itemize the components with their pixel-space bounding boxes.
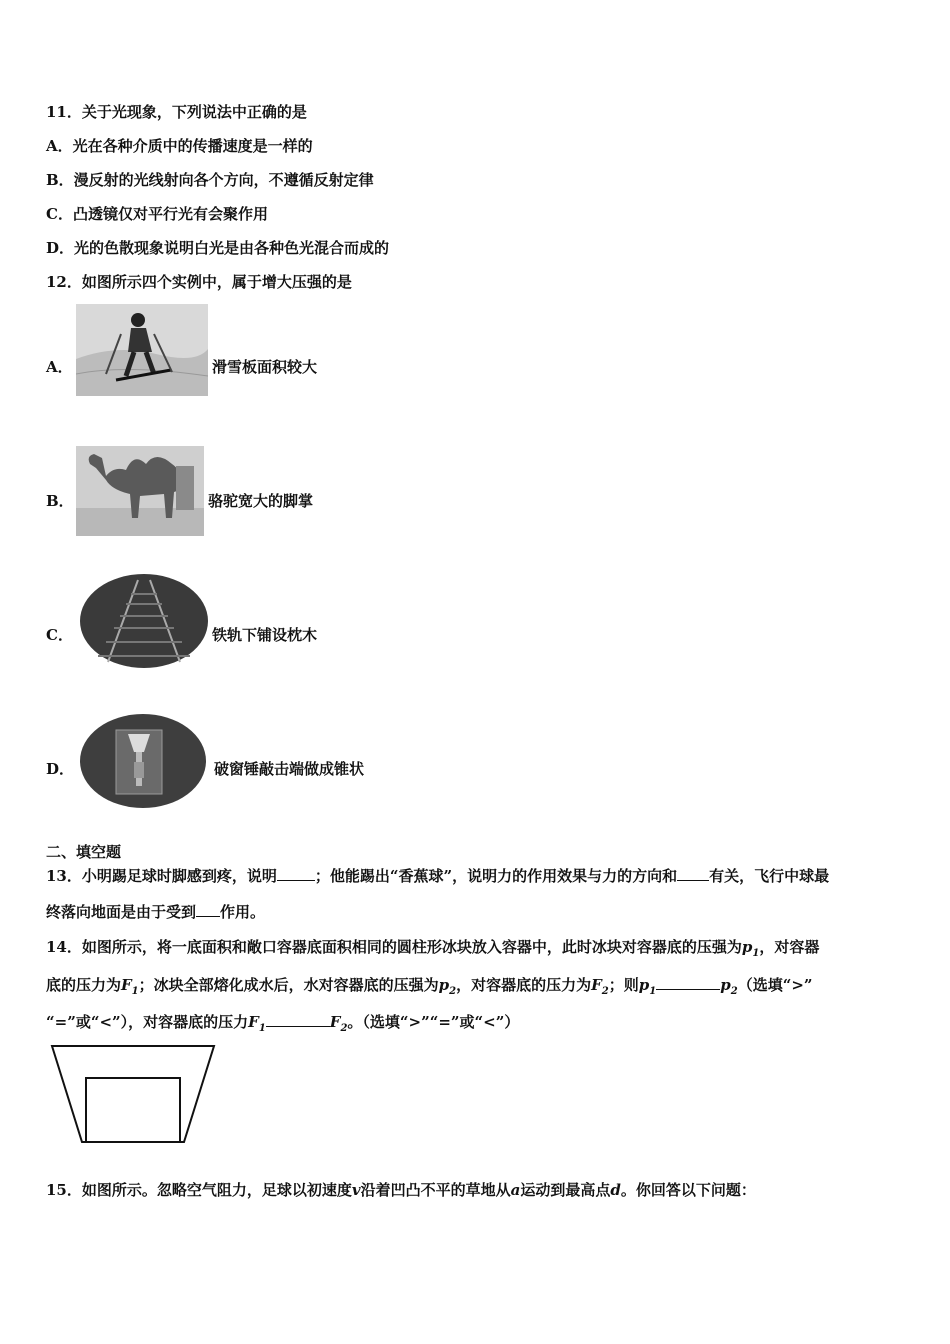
q13-text-3: 有关，飞行中球最 xyxy=(709,867,830,885)
railway-photo-icon xyxy=(78,572,210,670)
q14-text-2b: ；冰块全部熔化成水后，水对容器底的压强为 xyxy=(138,976,439,994)
q14-text-1: 14．如图所示，将一底面积和敞口容器底面积相同的圆柱形冰块放入容器中，此时冰块对容器底的压强为 xyxy=(46,938,742,956)
q12-option-b-letter: B． xyxy=(46,492,74,510)
q14-text-2e: （选填“>” xyxy=(737,976,813,994)
q14-text-1-end: ，对容器 xyxy=(759,938,820,956)
q12-option-a-letter: A． xyxy=(46,358,73,376)
q14-symbol-F1: $F_1$ xyxy=(121,976,139,997)
q12-stem: 12．如图所示四个实例中，属于增大压强的是 xyxy=(46,273,352,291)
q15-text-c: 运动到最高点 xyxy=(520,1181,611,1199)
q14-blank-1[interactable] xyxy=(656,975,720,990)
q13-text-1: 13．小明踢足球时脚感到疼，说明 xyxy=(46,867,277,885)
q12-option-a-caption: 滑雪板面积较大 xyxy=(212,358,318,376)
q15-text-a: 15．如图所示。忽略空气阻力，足球以初速度 xyxy=(46,1181,352,1199)
q11-stem: 11．关于光现象，下列说法中正确的是 xyxy=(46,103,307,121)
skier-photo-icon xyxy=(76,304,208,396)
q12-option-c-letter: C． xyxy=(46,626,73,644)
q13-blank-1[interactable] xyxy=(277,866,315,881)
q11-option-a: A．光在各种介质中的传播速度是一样的 xyxy=(46,137,313,155)
container-ice-diagram xyxy=(48,1042,218,1148)
q14-text-2c: ，对容器底的压力为 xyxy=(456,976,592,994)
camel-photo-icon xyxy=(76,446,204,536)
q14-text-2a: 底的压力为 xyxy=(46,976,122,994)
q14-symbol-F2: $F_2$ xyxy=(591,976,609,997)
q11-option-b: B．漫反射的光线射向各个方向，不遵循反射定律 xyxy=(46,171,374,189)
q13-text-5: 作用。 xyxy=(220,903,266,921)
q12-option-d-letter: D． xyxy=(46,760,75,778)
hammer-photo-icon xyxy=(78,712,208,810)
q13-line2 xyxy=(46,902,265,922)
q12-option-b-caption: 骆驼宽大的脚掌 xyxy=(208,492,314,510)
q13-blank-3[interactable] xyxy=(196,902,220,917)
q14-line1 xyxy=(46,937,819,964)
q12-option-c-caption: 铁轨下铺设枕木 xyxy=(212,626,318,644)
q13-blank-2[interactable] xyxy=(677,866,709,881)
q15-point-a: a xyxy=(510,1181,521,1199)
q11-option-d: D．光的色散现象说明白光是由各种色光混合而成的 xyxy=(46,239,390,257)
q11-option-c: C．凸透镜仅对平行光有会聚作用 xyxy=(46,205,268,223)
q13-text-4: 终落向地面是由于受到 xyxy=(46,903,197,921)
q14-text-3b: 。（选填“>”“=”或“<”） xyxy=(347,1013,520,1031)
q14-symbol-p1b: $p_1$ xyxy=(638,976,657,997)
section-title: 二、填空题 xyxy=(46,843,122,861)
q14-symbol-p2b: $p_2$ xyxy=(720,976,738,997)
q14-symbol-p1: $p_1$ xyxy=(741,938,760,959)
q14-text-3a: “=”或“<”），对容器底的压力 xyxy=(46,1013,249,1031)
q14-text-2d: ；则 xyxy=(608,976,639,994)
q14-symbol-F1b: $F_1$ xyxy=(248,1013,266,1034)
q15-text-b: 沿着凹凸不平的草地从 xyxy=(360,1181,511,1199)
q14-line2 xyxy=(46,975,813,1002)
q12-option-d-caption: 破窗锤敲击端做成锥状 xyxy=(214,760,365,778)
q14-line3 xyxy=(46,1012,519,1039)
q15-symbol-v: v xyxy=(351,1181,361,1199)
q14-symbol-F2b: $F_2$ xyxy=(329,1013,348,1034)
q13-text-2: ；他能踢出“香蕉球”，说明力的作用效果与力的方向和 xyxy=(314,867,678,885)
q15-text-e: 。你回答以下问题： xyxy=(620,1181,756,1199)
q15-stem xyxy=(46,1180,756,1200)
q14-symbol-p2: $p_2$ xyxy=(438,976,457,997)
q13-line1 xyxy=(46,866,829,886)
q15-point-d: d xyxy=(610,1181,621,1199)
q14-blank-2[interactable] xyxy=(266,1012,330,1027)
